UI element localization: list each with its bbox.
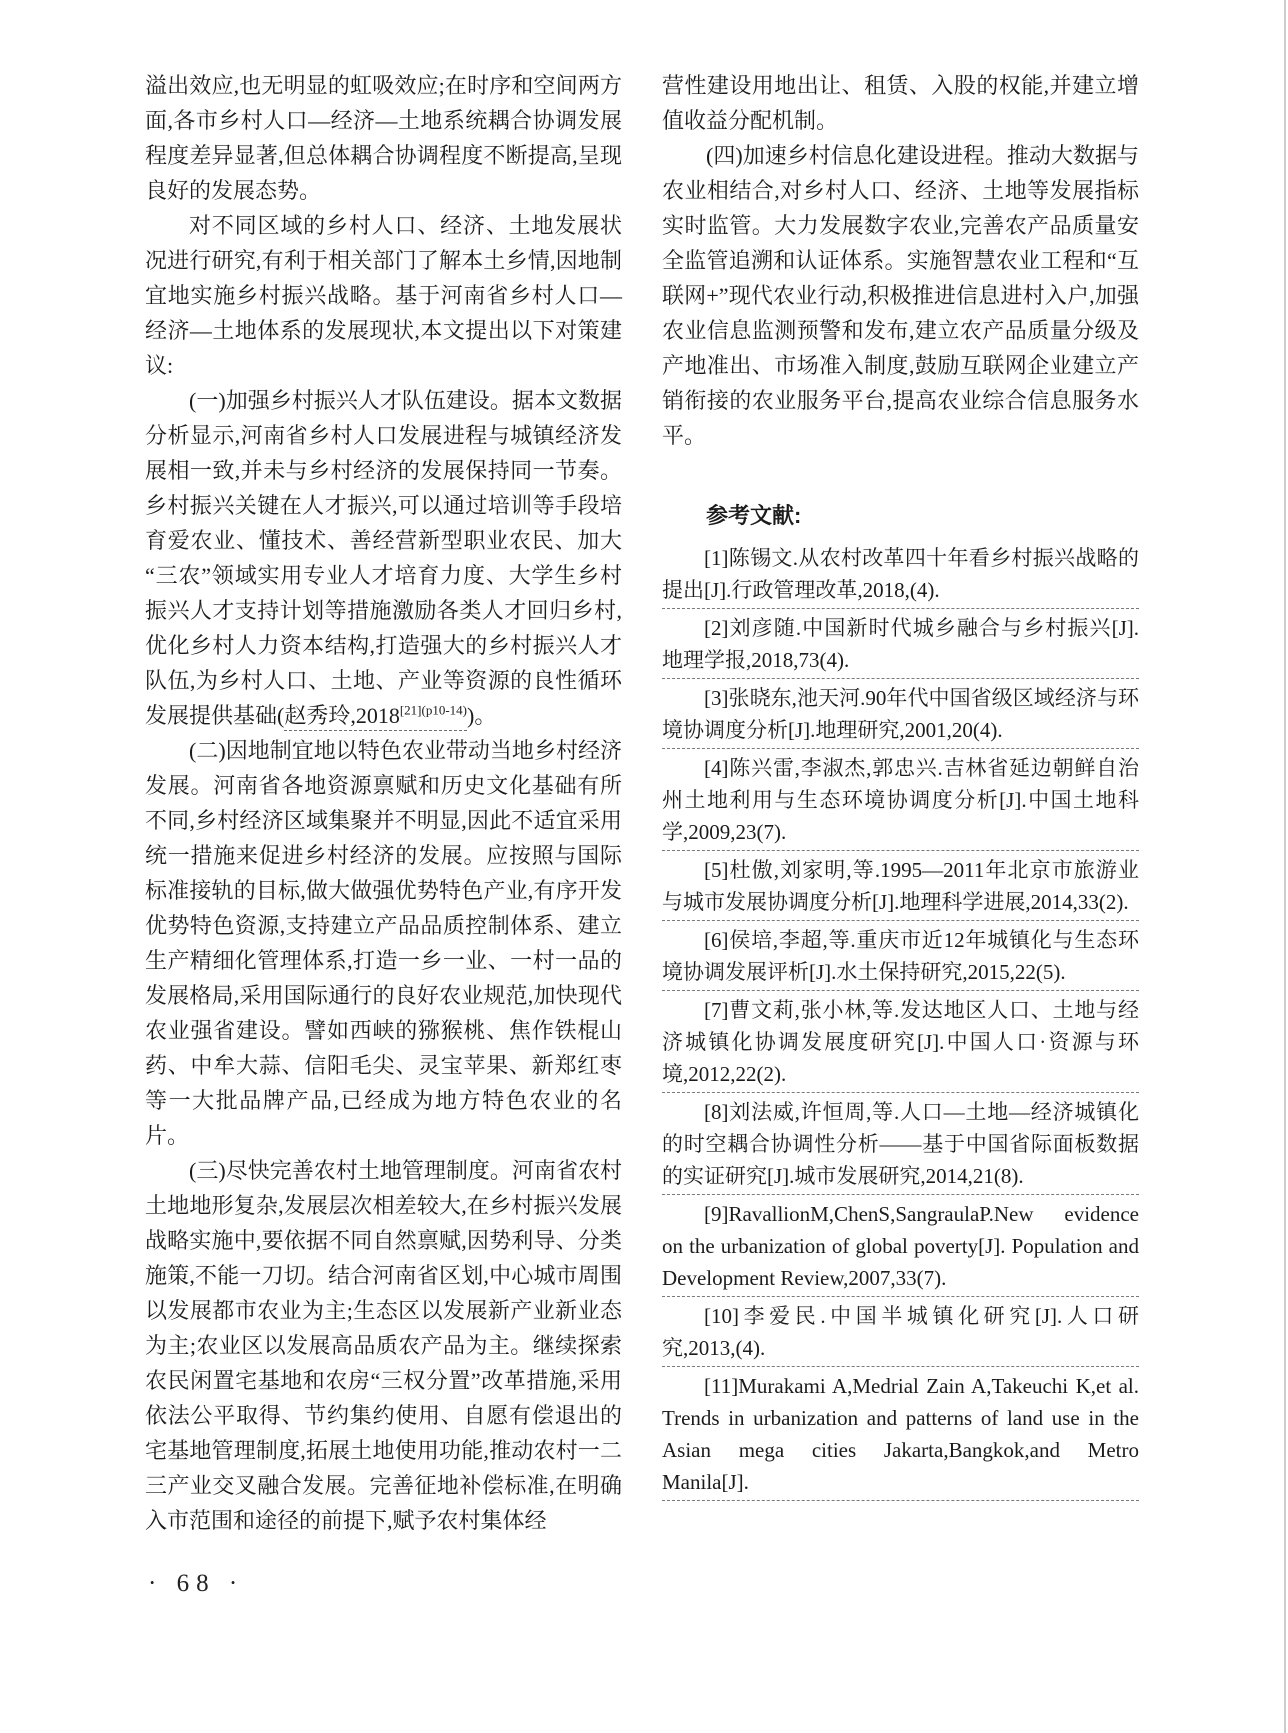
reference-item: [10]李爱民.中国半城镇化研究[J].人口研究,2013,(4). — [662, 1300, 1139, 1367]
reference-item: [4]陈兴雷,李淑杰,郭忠兴.吉林省延边朝鲜自治州土地利用与生态环境协调度分析[J].中国土地科学,2009,23(7). — [662, 752, 1139, 851]
paragraph-construction-land: 营性建设用地出让、租赁、入股的权能,并建立增值收益分配机制。 — [662, 73, 1139, 133]
paragraph-regions: 对不同区域的乡村人口、经济、土地发展状况进行研究,有利于相关部门了解本土乡情,因地制宜地实施乡村振兴战略。基于河南省乡村人口—经济—土地体系的发展现状,本文提出以下对策建议: — [145, 213, 622, 378]
reference-item: [11]Murakami A,Medrial Zain A,Takeuchi K,et al. Trends in urbanization and patterns of land use in the Asian mega cities Jakarta,Bangkok,and Metro Manila[J]. — [662, 1370, 1139, 1501]
page-edge — [1284, 0, 1286, 1733]
reference-item: [6]侯培,李超,等.重庆市近12年城镇化与生态环境协调发展评析[J].水土保持研究,2015,22(5). — [662, 924, 1139, 991]
reference-item: [8]刘法威,许恒周,等.人口—土地—经济城镇化的时空耦合协调性分析——基于中国省际面板数据的实证研究[J].城市发展研究,2014,21(8). — [662, 1096, 1139, 1195]
paragraph-informatization: (四)加速乡村信息化建设进程。推动大数据与农业相结合,对乡村人口、经济、土地等发展指标实时监管。大力发展数字农业,完善农产品质量安全监管追溯和认证体系。实施智慧农业工程和“互联网+”现代农业行动,积极推进信息进村入户,加强农业信息监测预警和发布,建立农产品质量分级及产地准出、市场准入制度,鼓励互联网企业建立产销衔接的农业服务平台,提高农业综合信息服务水平。 — [662, 143, 1139, 448]
paragraph-talent — [145, 383, 622, 733]
paragraph-agriculture: (二)因地制宜地以特色农业带动当地乡村经济发展。河南省各地资源禀赋和历史文化基础有所不同,乡村经济区域集聚并不明显,因此不适宜采用统一措施来促进乡村经济的发展。应按照与国际标准接轨的目标,做大做强优势特色产业,有序开发优势特色资源,支持建立产品品质控制体系、建立生产精细化管理体系,打造一乡一业、一村一品的发展格局,采用国际通行的良好农业规范,加快现代农业强省建设。譬如西峡的猕猴桃、焦作铁棍山药、中牟大蒜、信阳毛尖、灵宝苹果、新郑红枣等一大批品牌产品,已经成为地方特色农业的名片。 — [145, 738, 622, 1148]
reference-item: [3]张晓东,池天河.90年代中国省级区域经济与环境协调度分析[J].地理研究,2001,20(4). — [662, 682, 1139, 749]
paragraph-talent-text: (一)加强乡村振兴人才队伍建设。据本文数据分析显示,河南省乡村人口发展进程与城镇经济发展相一致,并未与乡村经济的发展保持同一节奏。乡村振兴关键在人才振兴,可以通过培训等手段培育爱农业、懂技术、善经营新型职业农民、加大“三农”领域实用专业人才培育力度、大学生乡村振兴人才支持计划等措施激励各类人才回归乡村,优化乡村人力资本结构,打造强大的乡村振兴人才队伍,为乡村人口、土地、产业等资源的良性循环发展提供基础( — [145, 388, 622, 728]
paragraph-spillover: 溢出效应,也无明显的虹吸效应;在时序和空间两方面,各市乡村人口—经济—土地系统耦合协调发展程度差异显著,但总体耦合协调程度不断提高,呈现良好的发展态势。 — [145, 73, 622, 203]
reference-item: [1]陈锡文.从农村改革四十年看乡村振兴战略的提出[J].行政管理改革,2018,(4). — [662, 542, 1139, 609]
paragraph-talent-closing: )。 — [467, 703, 497, 728]
reference-item: [9]RavallionM,ChenS,SangraulaP.New evidence on the urbanization of global poverty[J]. Population and Development Review,2007,33(7). — [662, 1198, 1139, 1297]
right-column — [662, 68, 1139, 1504]
reference-item: [7]曹文莉,张小林,等.发达地区人口、土地与经济城镇化协调发展度研究[J].中国人口·资源与环境,2012,22(2). — [662, 994, 1139, 1093]
references-header: 参考文献: — [706, 503, 802, 528]
citation-superscript: [21](p10-14) — [399, 702, 467, 718]
references-list — [662, 542, 1139, 1501]
paragraph-land: (三)尽快完善农村土地管理制度。河南省农村土地地形复杂,发展层次相差较大,在乡村振兴发展战略实施中,要依据不同自然禀赋,因势利导、分类施策,不能一刀切。结合河南省区划,中心城市周围以发展都市农业为主;生态区以发展新产业新业态为主;农业区以发展高品质农产品为主。继续探索农民闲置宅基地和农房“三权分置”改革措施,采用依法公平取得、节约集约使用、自愿有偿退出的宅基地管理制度,拓展土地使用功能,推动农村一二三产业交叉融合发展。完善征地补偿标准,在明确入市范围和途径的前提下,赋予农村集体经 — [145, 1158, 622, 1533]
reference-item: [5]杜傲,刘家明,等.1995—2011年北京市旅游业与城市发展协调度分析[J].地理科学进展,2014,33(2). — [662, 854, 1139, 921]
citation-text: 赵秀玲,2018 — [284, 703, 400, 728]
page-number: · 68 · — [148, 1570, 245, 1597]
inline-citation — [284, 703, 467, 731]
left-column — [145, 68, 622, 1538]
reference-item: [2]刘彦随.中国新时代城乡融合与乡村振兴[J].地理学报,2018,73(4). — [662, 612, 1139, 679]
